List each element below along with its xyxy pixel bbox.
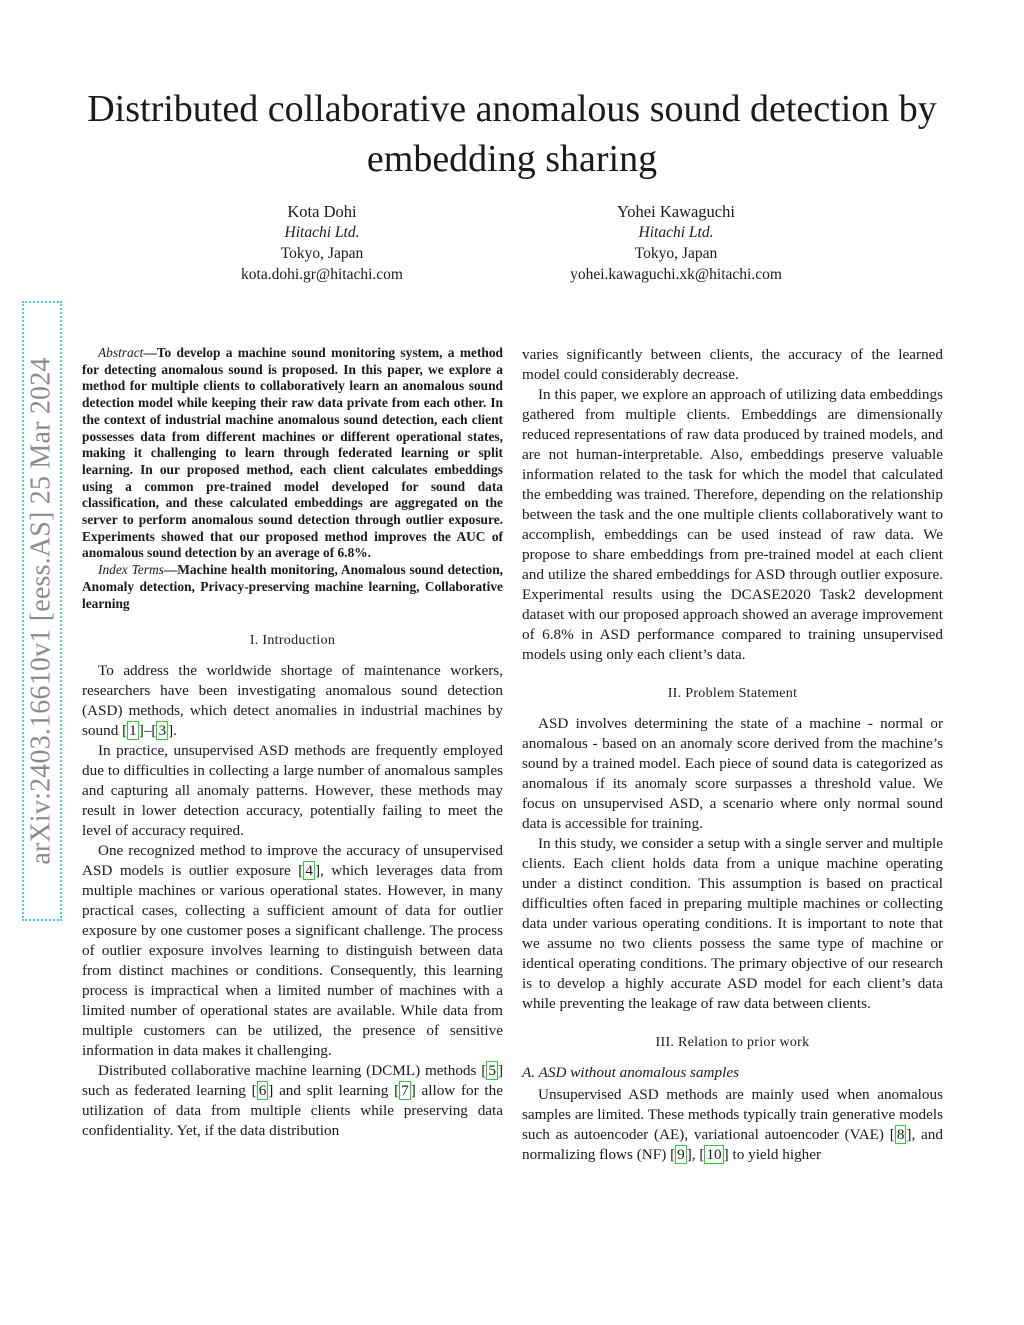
citation-link[interactable]: 5 [488,1062,496,1080]
section-heading-introduction: I. Introduction [249,633,336,649]
abstract-label: Abstract [98,345,144,360]
paper-title: Distributed collaborative anomalous sound detection by embedding sharing [87,88,937,180]
citation-link[interactable]: 8 [896,1126,905,1143]
section-heading-problem-statement: II. Problem Statement [667,686,798,701]
author-affiliation: Hitachi Ltd. [638,224,714,241]
author-email: kota.dohi.gr@hitachi.com [241,266,403,283]
abstract-paragraph [82,345,503,562]
problem-paragraph-2: In this study, we consider a setup with a single server and multiple clients. Each client holds data from a unique machine operating under a distinct condition. This assumption is based on practical difficulties often faced in preparing multiple machines or collecting data under various operating conditions. It is important to note that we assume no two clients possess the same type of machine or identical operating conditions. The primary objective of our research is to develop a highly accurate ASD model for each client’s data while preventing the leakage of raw data between clients. [522,835,943,1012]
author-block-2 [516,201,836,285]
citation-link[interactable]: 7 [401,1082,409,1100]
index-terms-text: —Machine health monitoring, Anomalous sound detection, Anomaly detection, Privacy-preserving machine learning, Collaborative learning [82,562,503,611]
abstract [82,345,503,612]
intro-paragraph-1: To address the worldwide shortage of maintenance workers, researchers have been investigating anomalous sound detection (ASD) methods, which detect anomalies in industrial machines by sound [ 1 ]–[ 3 ]. [82,662,503,740]
citation-link[interactable]: 9 [677,1146,685,1163]
citation-link[interactable]: 10 [706,1146,722,1163]
intro-paragraph-2: In practice, unsupervised ASD methods are frequently employed due to difficulties in collecting a large number of anomalous samples and capturing all anomaly patterns. However, these methods may result in lower detection accuracy, potentially failing to meet the level of accuracy required. [82,742,503,840]
author-name: Yohei Kawaguchi [617,202,735,221]
right-column [522,345,943,1165]
index-terms-label: Index Terms [98,562,164,578]
citation-link[interactable]: 6 [258,1082,267,1100]
author-location: Tokyo, Japan [634,245,718,262]
author-name: Kota Dohi [287,202,357,221]
section-heading-prior-work: III. Relation to prior work [655,1035,810,1050]
citation-link[interactable]: 3 [158,722,167,740]
prior-paragraph-1: Unsupervised ASD methods are mainly used when anomalous samples are limited. These methods typically train generative models such as autoencoder (AE), variational autoencoder (VAE) [ 8 ], and normalizing flows (NF) [ 9 ], [ 10 ] to yield higher [522,1086,943,1163]
problem-paragraph-1: ASD involves determining the state of a machine - normal or anomalous - based on an anomaly score derived from the machine’s sound by a trained model. Each piece of sound data is categorized as anomalous if its anomaly score surpasses a threshold value. We focus on unsupervised ASD, a scenario where only normal sound data is accessible for training. [522,715,943,832]
index-terms-paragraph [82,562,503,612]
author-location: Tokyo, Japan [280,245,364,262]
arxiv-stamp-text: arXiv:2403.16610v1 [eess.AS] 25 Mar 2024 [26,357,57,865]
citation-link[interactable]: 1 [129,722,137,740]
author-email: yohei.kawaguchi.xk@hitachi.com [570,266,782,283]
subsection-heading-asd: A. ASD without anomalous samples [522,1064,739,1081]
intro-paragraph-3: One recognized method to improve the accuracy of unsupervised ASD models is outlier exposure [ 4 ], which leverages data from multiple machines or various operational states. However, in many practical cases, collecting a sufficient amount of data for outlier exposure by one customer poses a significant challenge. The process of outlier exposure involves learning to distinguish between data from distinct machines or conditions. Consequently, this learning process is impractical when a limited number of machines with a limited number of operational states are available. While data from multiple customers can be utilized, the presence of sensitive information in data makes it challenging. [82,842,503,1060]
arxiv-stamp-link[interactable] [22,301,62,921]
intro-paragraph-4: Distributed collaborative machine learning (DCML) methods [ 5 ] such as federated learning [ 6 ] and split learning [ 7 ] allow for the utilization of data from multiple clients while preserving data confidentiality. Yet, if the data distribution [82,1062,503,1140]
author-block-1 [162,201,482,285]
intro-continuation-paragraph: varies significantly between clients, the accuracy of the learned model could considerably decrease. [522,346,943,383]
author-affiliation: Hitachi Ltd. [284,224,360,241]
intro-paragraph-5: In this paper, we explore an approach of utilizing data embeddings gathered from multiple clients. Embeddings are dimensionally reduced representations of raw data produced by trained models, and are not human-interpretable. Also, embeddings preserve valuable information related to the task for which the model that calculated the embedding was trained. Therefore, depending on the relationship between the task and the one multiple clients collaboratively want to accomplish, embeddings can be used instead of raw data. We propose to share embeddings from pre-trained model at each client and utilize the shared embeddings for ASD through outlier exposure. Experimental results using the DCASE2020 Task2 development dataset with our proposed approach showed an average improvement of 6.8% in ASD performance compared to training unsupervised models using only each client’s data. [522,386,943,663]
abstract-text: —To develop a machine sound monitoring system, a method for detecting anomalous sound is proposed. In this paper, we explore a method for multiple clients to collaboratively learn an anomalous sound detection model while keeping their raw data private from each other. In the context of industrial machine anomalous sound detection, each client possesses data from different machines or different operational states, making it challenging to learn through federated learning or split learning. In our proposed method, each client calculates embeddings using a common pre-trained model developed for sound data classification, and these calculated embeddings are aggregated on the server to perform anomalous sound detection through outlier exposure. Experiments showed that our proposed method improves the AUC of anomalous sound detection by an average of 6.8%. [82,345,503,561]
citation-link[interactable]: 4 [305,862,313,880]
left-column [82,345,503,1141]
